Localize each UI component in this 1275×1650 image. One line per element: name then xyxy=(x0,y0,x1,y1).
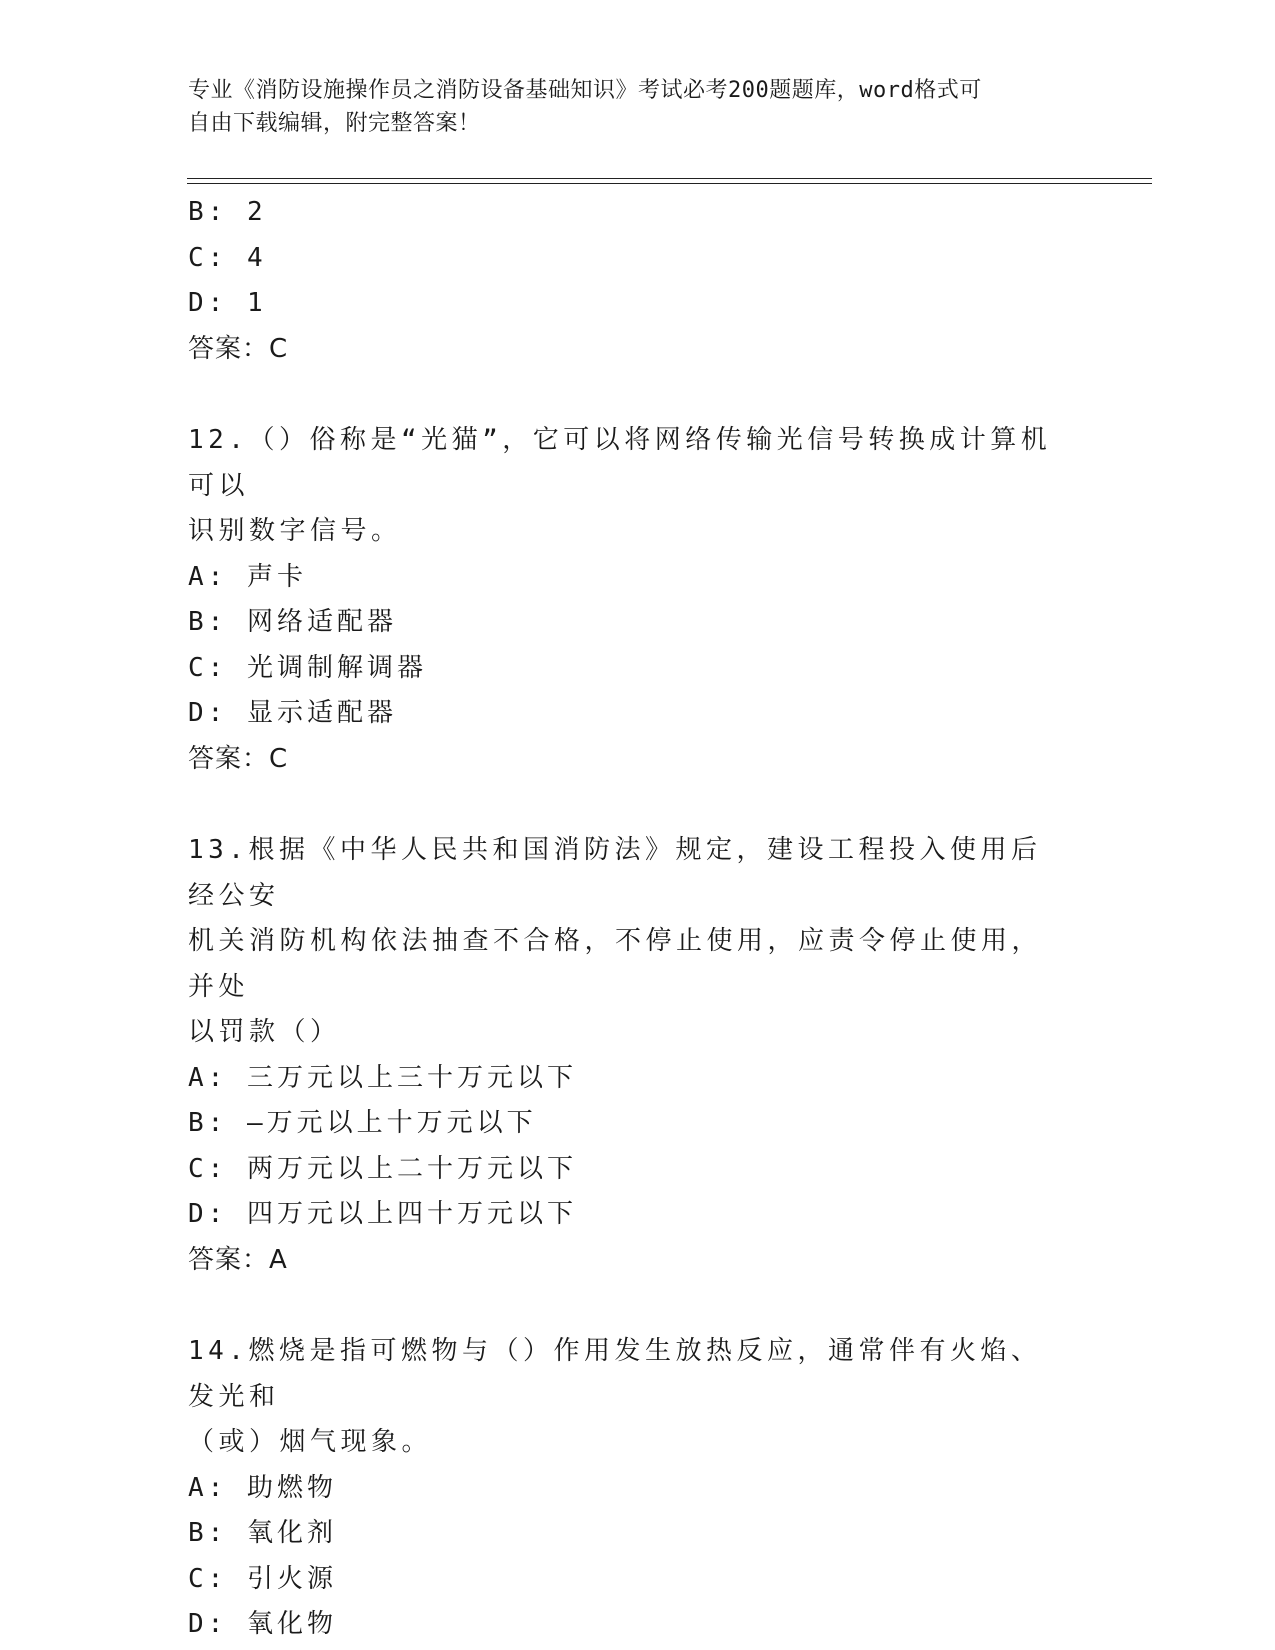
header-line-1: 专业《消防设施操作员之消防设备基础知识》考试必考200题题库，word格式可 xyxy=(188,78,982,103)
option-c: C: 两万元以上二十万元以下 xyxy=(188,1153,577,1184)
answer: 答案：C xyxy=(188,333,289,364)
question-13 xyxy=(188,828,1088,1283)
option-b: B: 2 xyxy=(188,197,267,227)
question-text-line: （或）烟气现象。 xyxy=(188,1427,433,1457)
question-text-line: 13.根据《中华人民共和国消防法》规定，建设工程投入使用后经公安 xyxy=(188,835,1042,911)
option-b: B: —万元以上十万元以下 xyxy=(188,1108,537,1138)
question-14 xyxy=(188,1329,1088,1648)
document-body xyxy=(188,190,1088,1648)
option-a: A: 声卡 xyxy=(188,561,307,592)
option-d: D: 1 xyxy=(188,288,267,318)
option-d: D: 氧化物 xyxy=(188,1609,337,1639)
header-divider-top xyxy=(187,178,1152,179)
question-text-line: 12.（）俗称是“光猫”，它可以将网络传输光信号转换成计算机可以 xyxy=(188,425,1052,501)
option-c: C: 4 xyxy=(188,242,267,273)
option-b: B: 氧化剂 xyxy=(188,1518,337,1548)
spacer xyxy=(188,372,1088,418)
option-a: A: 三万元以上三十万元以下 xyxy=(188,1062,577,1093)
option-b: B: 网络适配器 xyxy=(188,607,397,637)
question-text-line: 识别数字信号。 xyxy=(188,516,402,546)
question-text-line: 机关消防机构依法抽查不合格，不停止使用，应责令停止使用，并处 xyxy=(188,926,1043,1002)
question-text-line: 以罚款（） xyxy=(188,1017,341,1047)
spacer xyxy=(188,1283,1088,1329)
document-header xyxy=(188,74,1088,140)
option-a: A: 助燃物 xyxy=(188,1472,337,1503)
option-d: D: 显示适配器 xyxy=(188,698,397,728)
option-d: D: 四万元以上四十万元以下 xyxy=(188,1199,577,1229)
spacer xyxy=(188,782,1088,828)
header-line-2: 自由下载编辑，附完整答案！ xyxy=(188,111,481,136)
answer: 答案：C xyxy=(188,743,289,774)
question-11 xyxy=(188,190,1088,372)
option-c: C: 引火源 xyxy=(188,1563,337,1594)
question-12 xyxy=(188,418,1088,782)
question-text-line: 14.燃烧是指可燃物与（）作用发生放热反应，通常伴有火焰、发光和 xyxy=(188,1336,1042,1412)
option-c: C: 光调制解调器 xyxy=(188,652,427,683)
answer: 答案：A xyxy=(188,1244,288,1275)
header-divider-bottom xyxy=(187,183,1152,184)
